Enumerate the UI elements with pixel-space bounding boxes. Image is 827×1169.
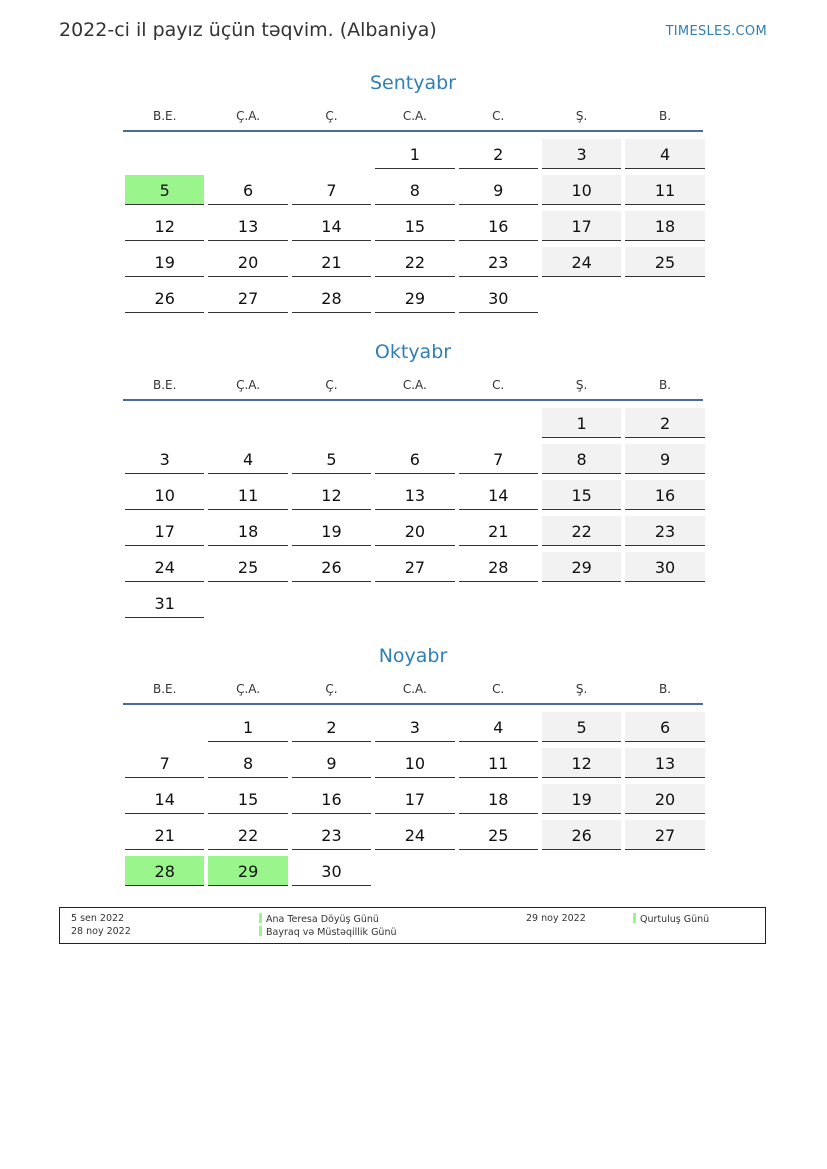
- weekend-day-cell: 11: [625, 175, 704, 205]
- weekday-label: B.E.: [152, 682, 177, 696]
- empty-day-cell: [125, 408, 204, 438]
- weekend-day-cell: 25: [625, 247, 704, 277]
- week-row: [123, 853, 703, 889]
- day-cell: 5: [292, 444, 371, 474]
- day-cell: 28: [292, 283, 371, 313]
- day-cell: 6: [375, 444, 454, 474]
- day-cell: 24: [125, 552, 204, 582]
- weekday-label: C.: [492, 378, 505, 392]
- legend-holiday-name: Ana Teresa Döyüş Günü: [266, 914, 379, 925]
- empty-day-cell: [542, 283, 621, 313]
- holiday-color-marker: [259, 913, 262, 923]
- weekday-label: Ş.: [575, 682, 588, 696]
- weekday-label: B.: [659, 109, 672, 123]
- weekend-day-cell: 16: [625, 480, 704, 510]
- weekend-day-cell: 8: [542, 444, 621, 474]
- weekday-label: Ş.: [575, 378, 588, 392]
- empty-day-cell: [375, 856, 454, 886]
- weekend-day-cell: 2: [625, 408, 704, 438]
- day-cell: 23: [459, 247, 538, 277]
- day-cell: 17: [375, 784, 454, 814]
- day-cell: 19: [125, 247, 204, 277]
- day-cell: 30: [292, 856, 371, 886]
- day-cell: 25: [208, 552, 287, 582]
- weekday-label: B.: [659, 378, 672, 392]
- day-cell: 26: [125, 283, 204, 313]
- weekday-label: Ç.: [325, 109, 338, 123]
- weekday-label: Ç.: [325, 682, 338, 696]
- day-cell: 12: [125, 211, 204, 241]
- day-cell: 19: [292, 516, 371, 546]
- day-cell: 3: [375, 712, 454, 742]
- weekend-day-cell: 1: [542, 408, 621, 438]
- day-cell: 17: [125, 516, 204, 546]
- weekend-day-cell: 9: [625, 444, 704, 474]
- day-cell: 12: [292, 480, 371, 510]
- weekday-header: [123, 375, 703, 401]
- empty-day-cell: [459, 408, 538, 438]
- week-row: [123, 513, 703, 549]
- weekend-day-cell: 27: [625, 820, 704, 850]
- weekday-header: [123, 106, 703, 132]
- week-row: [123, 172, 703, 208]
- holiday-color-marker: [633, 913, 636, 923]
- month-october: [123, 339, 703, 621]
- weekday-label: C.: [492, 682, 505, 696]
- day-cell: 18: [459, 784, 538, 814]
- day-cell: 11: [459, 748, 538, 778]
- month-title: Oktyabr: [374, 341, 452, 363]
- empty-day-cell: [542, 856, 621, 886]
- weekend-day-cell: 6: [625, 712, 704, 742]
- holiday-legend: [59, 907, 766, 944]
- empty-day-cell: [459, 588, 538, 618]
- empty-day-cell: [625, 856, 704, 886]
- week-row: [123, 208, 703, 244]
- day-cell: 10: [125, 480, 204, 510]
- weekday-label: B.: [659, 682, 672, 696]
- day-cell: 14: [459, 480, 538, 510]
- week-row: [123, 136, 703, 172]
- weekend-day-cell: 5: [542, 712, 621, 742]
- day-cell: 13: [375, 480, 454, 510]
- weekend-day-cell: 29: [542, 552, 621, 582]
- day-cell: 21: [125, 820, 204, 850]
- week-row: [123, 781, 703, 817]
- weekday-label: B.E.: [152, 378, 177, 392]
- empty-day-cell: [292, 139, 371, 169]
- day-cell: 25: [459, 820, 538, 850]
- holiday-color-marker: [259, 926, 262, 936]
- empty-day-cell: [208, 139, 287, 169]
- empty-day-cell: [125, 139, 204, 169]
- day-cell: 4: [459, 712, 538, 742]
- empty-day-cell: [625, 588, 704, 618]
- empty-day-cell: [125, 712, 204, 742]
- day-cell: 3: [125, 444, 204, 474]
- empty-day-cell: [292, 408, 371, 438]
- day-cell: 15: [375, 211, 454, 241]
- empty-day-cell: [292, 588, 371, 618]
- week-row: [123, 745, 703, 781]
- weekend-day-cell: 22: [542, 516, 621, 546]
- month-title: Noyabr: [378, 645, 448, 667]
- holiday-day-cell: 29: [208, 856, 287, 886]
- day-cell: 31: [125, 588, 204, 618]
- weekend-day-cell: 20: [625, 784, 704, 814]
- holiday-day-cell: 5: [125, 175, 204, 205]
- day-cell: 30: [459, 283, 538, 313]
- day-cell: 2: [459, 139, 538, 169]
- day-cell: 10: [375, 748, 454, 778]
- day-cell: 7: [125, 748, 204, 778]
- month-november: [123, 643, 703, 889]
- day-cell: 22: [375, 247, 454, 277]
- day-cell: 16: [459, 211, 538, 241]
- day-cell: 13: [208, 211, 287, 241]
- empty-day-cell: [542, 588, 621, 618]
- day-cell: 21: [292, 247, 371, 277]
- weekend-day-cell: 30: [625, 552, 704, 582]
- weekend-day-cell: 3: [542, 139, 621, 169]
- day-cell: 9: [292, 748, 371, 778]
- week-row: [123, 549, 703, 585]
- weekday-label: Ş.: [575, 109, 588, 123]
- day-cell: 16: [292, 784, 371, 814]
- week-row: [123, 585, 703, 621]
- weekday-label: C.: [492, 109, 505, 123]
- day-cell: 7: [459, 444, 538, 474]
- month-september: [123, 70, 703, 316]
- day-cell: 21: [459, 516, 538, 546]
- day-cell: 14: [292, 211, 371, 241]
- legend-date: 5 sen 2022: [71, 913, 125, 924]
- week-row: [123, 441, 703, 477]
- weekday-label: Ç.: [325, 378, 338, 392]
- empty-day-cell: [208, 408, 287, 438]
- legend-holiday: [259, 913, 379, 925]
- weekend-day-cell: 13: [625, 748, 704, 778]
- day-cell: 6: [208, 175, 287, 205]
- weekday-label: Ç.A.: [236, 682, 261, 696]
- weekday-label: C.A.: [402, 682, 427, 696]
- weekend-day-cell: 10: [542, 175, 621, 205]
- day-cell: 11: [208, 480, 287, 510]
- empty-day-cell: [208, 588, 287, 618]
- day-cell: 1: [375, 139, 454, 169]
- weekday-label: B.E.: [152, 109, 177, 123]
- month-title: Sentyabr: [369, 72, 456, 94]
- weekday-label: Ç.A.: [236, 109, 261, 123]
- weekend-day-cell: 24: [542, 247, 621, 277]
- week-row: [123, 817, 703, 853]
- week-row: [123, 709, 703, 745]
- day-cell: 18: [208, 516, 287, 546]
- day-cell: 27: [375, 552, 454, 582]
- site-link[interactable]: TIMESLES.COM: [665, 24, 767, 39]
- weekday-header: [123, 679, 703, 705]
- legend-holiday-name: Bayraq və Müstəqillik Günü: [266, 927, 397, 938]
- day-cell: 22: [208, 820, 287, 850]
- legend-date: 29 noy 2022: [526, 913, 586, 924]
- holiday-day-cell: 28: [125, 856, 204, 886]
- day-cell: 8: [208, 748, 287, 778]
- weekend-day-cell: 26: [542, 820, 621, 850]
- weekday-label: C.A.: [402, 378, 427, 392]
- day-cell: 27: [208, 283, 287, 313]
- weekend-day-cell: 12: [542, 748, 621, 778]
- weekend-day-cell: 4: [625, 139, 704, 169]
- day-cell: 9: [459, 175, 538, 205]
- day-cell: 26: [292, 552, 371, 582]
- day-cell: 20: [208, 247, 287, 277]
- day-cell: 8: [375, 175, 454, 205]
- empty-day-cell: [459, 856, 538, 886]
- weekend-day-cell: 18: [625, 211, 704, 241]
- weekend-day-cell: 19: [542, 784, 621, 814]
- week-row: [123, 280, 703, 316]
- day-cell: 15: [208, 784, 287, 814]
- week-row: [123, 405, 703, 441]
- legend-holiday: [259, 926, 397, 938]
- day-cell: 28: [459, 552, 538, 582]
- legend-date: 28 noy 2022: [71, 926, 131, 937]
- empty-day-cell: [625, 283, 704, 313]
- legend-holiday-name: Qurtuluş Günü: [640, 914, 710, 925]
- day-cell: 14: [125, 784, 204, 814]
- legend-holiday: [633, 913, 709, 925]
- week-row: [123, 244, 703, 280]
- day-cell: 7: [292, 175, 371, 205]
- weekday-label: Ç.A.: [236, 378, 261, 392]
- day-cell: 29: [375, 283, 454, 313]
- day-cell: 1: [208, 712, 287, 742]
- week-row: [123, 477, 703, 513]
- page-title: 2022-ci il payız üçün təqvim. (Albaniya): [59, 19, 437, 41]
- day-cell: 20: [375, 516, 454, 546]
- day-cell: 24: [375, 820, 454, 850]
- day-cell: 23: [292, 820, 371, 850]
- day-cell: 2: [292, 712, 371, 742]
- weekend-day-cell: 17: [542, 211, 621, 241]
- day-cell: 4: [208, 444, 287, 474]
- weekend-day-cell: 15: [542, 480, 621, 510]
- weekday-label: C.A.: [402, 109, 427, 123]
- empty-day-cell: [375, 588, 454, 618]
- weekend-day-cell: 23: [625, 516, 704, 546]
- empty-day-cell: [375, 408, 454, 438]
